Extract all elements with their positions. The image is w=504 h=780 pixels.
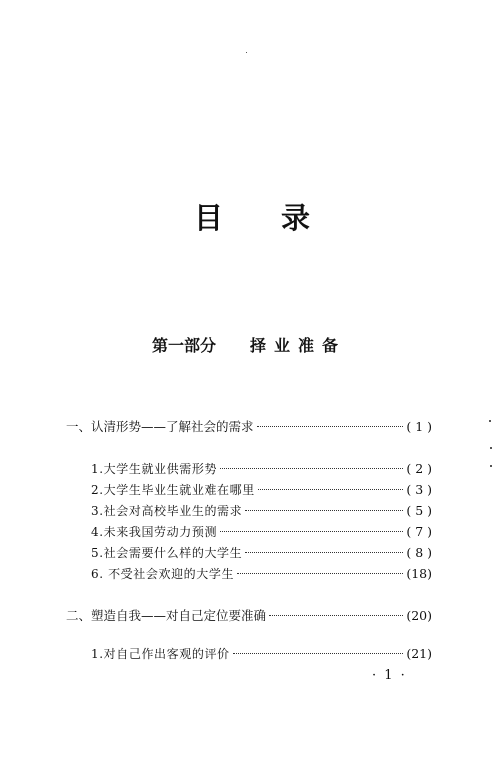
toc-page-number: ( 3 ) — [406, 482, 432, 497]
toc-entry-label: 1.大学生就业供需形势 — [91, 462, 218, 476]
part-heading — [152, 333, 346, 356]
toc-item[interactable] — [91, 523, 432, 540]
dot-leader — [257, 426, 404, 427]
toc-item[interactable] — [91, 481, 432, 498]
page-folio: · 1 · — [372, 668, 407, 683]
toc-entry-label: 5.社会需要什么样的大学生 — [91, 546, 243, 560]
toc-page-number: (18) — [406, 566, 432, 581]
dot-leader — [269, 615, 403, 616]
scan-speck — [490, 447, 492, 449]
scan-speck — [489, 420, 491, 422]
toc-item[interactable] — [91, 460, 432, 477]
toc-item[interactable] — [91, 565, 432, 582]
toc-item[interactable] — [91, 645, 432, 662]
toc-item[interactable] — [91, 502, 432, 519]
dot-leader — [237, 573, 403, 574]
toc-entry-label: 2.大学生毕业生就业难在哪里 — [91, 483, 255, 497]
toc-entry-label: 4.未来我国劳动力预测 — [91, 525, 218, 539]
toc-page-number: ( 5 ) — [406, 503, 432, 518]
dot-leader — [220, 531, 403, 532]
toc-entry-label: 3.社会对高校毕业生的需求 — [91, 504, 243, 518]
toc-section[interactable] — [66, 606, 432, 624]
toc-entry-label: 6. 不受社会欢迎的大学生 — [91, 567, 235, 581]
toc-page-number: ( 7 ) — [406, 524, 432, 539]
toc-page-number: ( 2 ) — [406, 461, 432, 476]
part-number: 第一部分 — [152, 336, 217, 355]
toc-section[interactable] — [66, 417, 432, 435]
toc-entry-label: 1.对自己作出客观的评价 — [91, 647, 230, 661]
toc-entry-label: 二、塑造自我——对自己定位要准确 — [66, 608, 267, 623]
page-title — [0, 196, 504, 237]
scan-speck — [246, 52, 247, 53]
toc-item[interactable] — [91, 544, 432, 561]
scan-speck — [490, 465, 492, 467]
dot-leader — [245, 552, 403, 553]
toc-entry-label: 一、认清形势——了解社会的需求 — [66, 419, 254, 434]
part-name: 择业准备 — [250, 336, 347, 355]
dot-leader — [258, 489, 403, 490]
toc-page-number: (20) — [406, 608, 432, 623]
dot-leader — [220, 468, 403, 469]
title-char-2: 录 — [281, 201, 311, 235]
toc-page-number: (21) — [406, 646, 432, 661]
toc-page-number: ( 8 ) — [406, 545, 432, 560]
title-char-1: 目 — [193, 201, 223, 235]
toc-page-number: ( 1 ) — [406, 419, 432, 434]
dot-leader — [233, 653, 404, 654]
dot-leader — [245, 510, 403, 511]
